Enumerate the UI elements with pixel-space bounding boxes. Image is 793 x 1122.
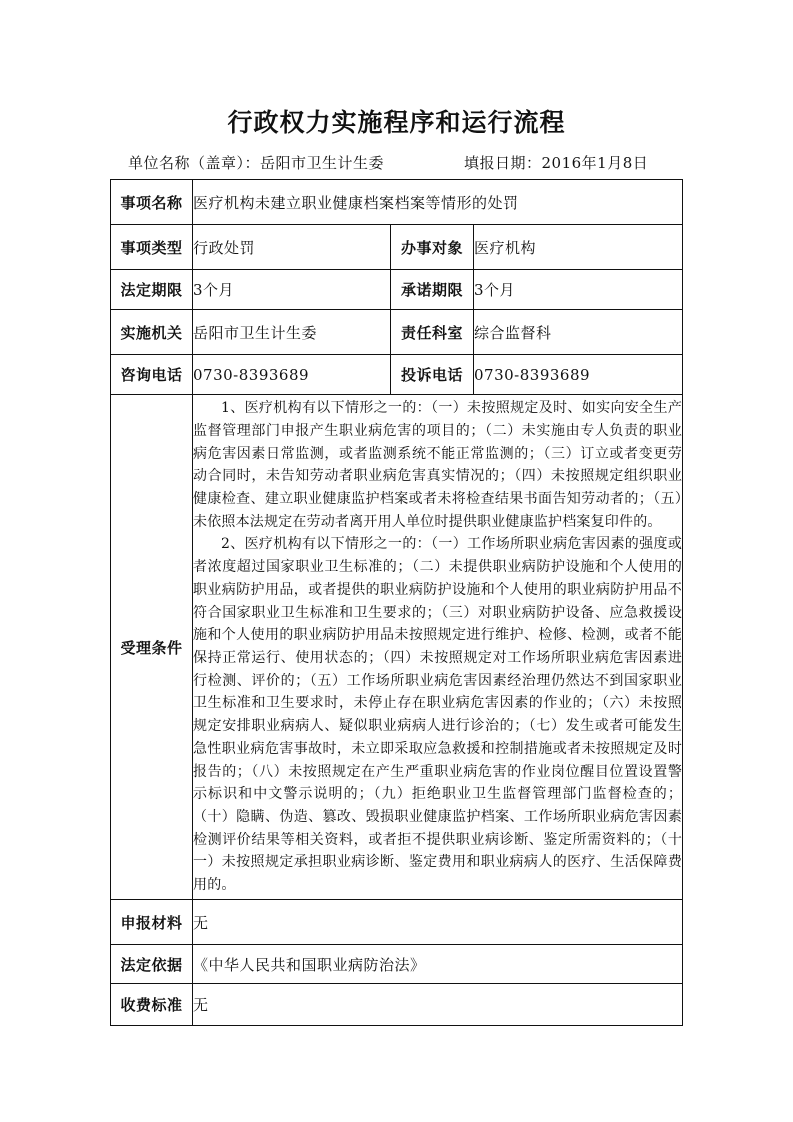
conditions-label: 受理条件 — [111, 395, 193, 900]
row-materials — [111, 900, 683, 945]
promised-period-label: 承诺期限 — [391, 270, 474, 310]
agency-label: 实施机关 — [111, 310, 193, 355]
item-name-value: 医疗机构未建立职业健康档案档案等情形的处罚 — [193, 180, 683, 225]
row-period — [111, 270, 683, 310]
row-conditions — [111, 395, 683, 900]
condition-paragraph-1: 1、医疗机构有以下情形之一的：（一）未按照规定及时、如实向安全生产监督管理部门申报产生职业病危害的项目的；（二）未实施由专人负责的职业病危害因素日常监测，或者监测系统不能正常监测的；（三）订立或者变更劳动合同时，未告知劳动者职业病危害真实情况的；（四）未按照规定组织职业健康检查、建立职业健康监护档案或者未将检查结果书面告知劳动者的；（五）未依照本法规定在劳动者离开用人单位时提供职业健康监护档案复印件的。 — [193, 400, 683, 530]
fee-value: 无 — [193, 984, 683, 1026]
consult-phone-value: 0730-8393689 — [193, 355, 391, 395]
legal-basis-label: 法定依据 — [111, 945, 193, 984]
row-phones — [111, 355, 683, 395]
target-value: 医疗机构 — [474, 225, 683, 270]
procedure-table — [110, 179, 683, 1026]
row-fee — [111, 984, 683, 1026]
legal-period-value: 3个月 — [193, 270, 391, 310]
complaint-phone-label: 投诉电话 — [391, 355, 474, 395]
complaint-phone-value: 0730-8393689 — [474, 355, 683, 395]
fee-label: 收费标准 — [111, 984, 193, 1026]
row-agency — [111, 310, 683, 355]
unit-name-line: 单位名称（盖章）：岳阳市卫生计生委 — [128, 154, 385, 172]
row-legal-basis — [111, 945, 683, 984]
item-type-value: 行政处罚 — [193, 225, 391, 270]
agency-value: 岳阳市卫生计生委 — [193, 310, 391, 355]
item-type-label: 事项类型 — [111, 225, 193, 270]
legal-basis-value: 《中华人民共和国职业病防治法》 — [193, 945, 683, 984]
row-item-name — [111, 180, 683, 225]
fill-date-line: 填报日期：2016年1月8日 — [464, 154, 649, 172]
legal-period-label: 法定期限 — [111, 270, 193, 310]
item-name-label: 事项名称 — [111, 180, 193, 225]
department-value: 综合监督科 — [474, 310, 683, 355]
conditions-content — [193, 395, 683, 900]
consult-phone-label: 咨询电话 — [111, 355, 193, 395]
row-item-type — [111, 225, 683, 270]
promised-period-value: 3个月 — [474, 270, 683, 310]
department-label: 责任科室 — [391, 310, 474, 355]
condition-paragraph-2: 2、医疗机构有以下情形之一的：（一）工作场所职业病危害因素的强度或者浓度超过国家职业卫生标准的；（二）未提供职业病防护设施和个人使用的职业病防护用品，或者提供的职业病防护设施和个人使用的职业病防护用品不符合国家职业卫生标准和卫生要求的；（三）对职业病防护设备、应急救援设施和个人使用的职业病防护用品未按照规定进行维护、检修、检测，或者不能保持正常运行、使用状态的；（四）未按照规定对工作场所职业病危害因素进行检测、评价的；（五）工作场所职业病危害因素经治理仍然达不到国家职业卫生标准和卫生要求时，未停止存在职业病危害因素的作业的；（六）未按照规定安排职业病病人、疑似职业病病人进行诊治的；（七）发生或者可能发生急性职业病危害事故时，未立即采取应急救援和控制措施或者未按照规定及时报告的；（八）未按照规定在产生严重职业病危害的作业岗位醒目位置设置警示标识和中文警示说明的；（九）拒绝职业卫生监督管理部门监督检查的；（十）隐瞒、伪造、篡改、毁损职业健康监护档案、工作场所职业病危害因素检测评价结果等相关资料，或者拒不提供职业病诊断、鉴定所需资料的；（十一）未按照规定承担职业病诊断、鉴定费用和职业病病人的医疗、生活保障费用的。 — [193, 536, 683, 894]
target-label: 办事对象 — [391, 225, 474, 270]
document-title: 行政权力实施程序和运行流程 — [227, 108, 566, 137]
materials-value: 无 — [193, 900, 683, 945]
materials-label: 申报材料 — [111, 900, 193, 945]
